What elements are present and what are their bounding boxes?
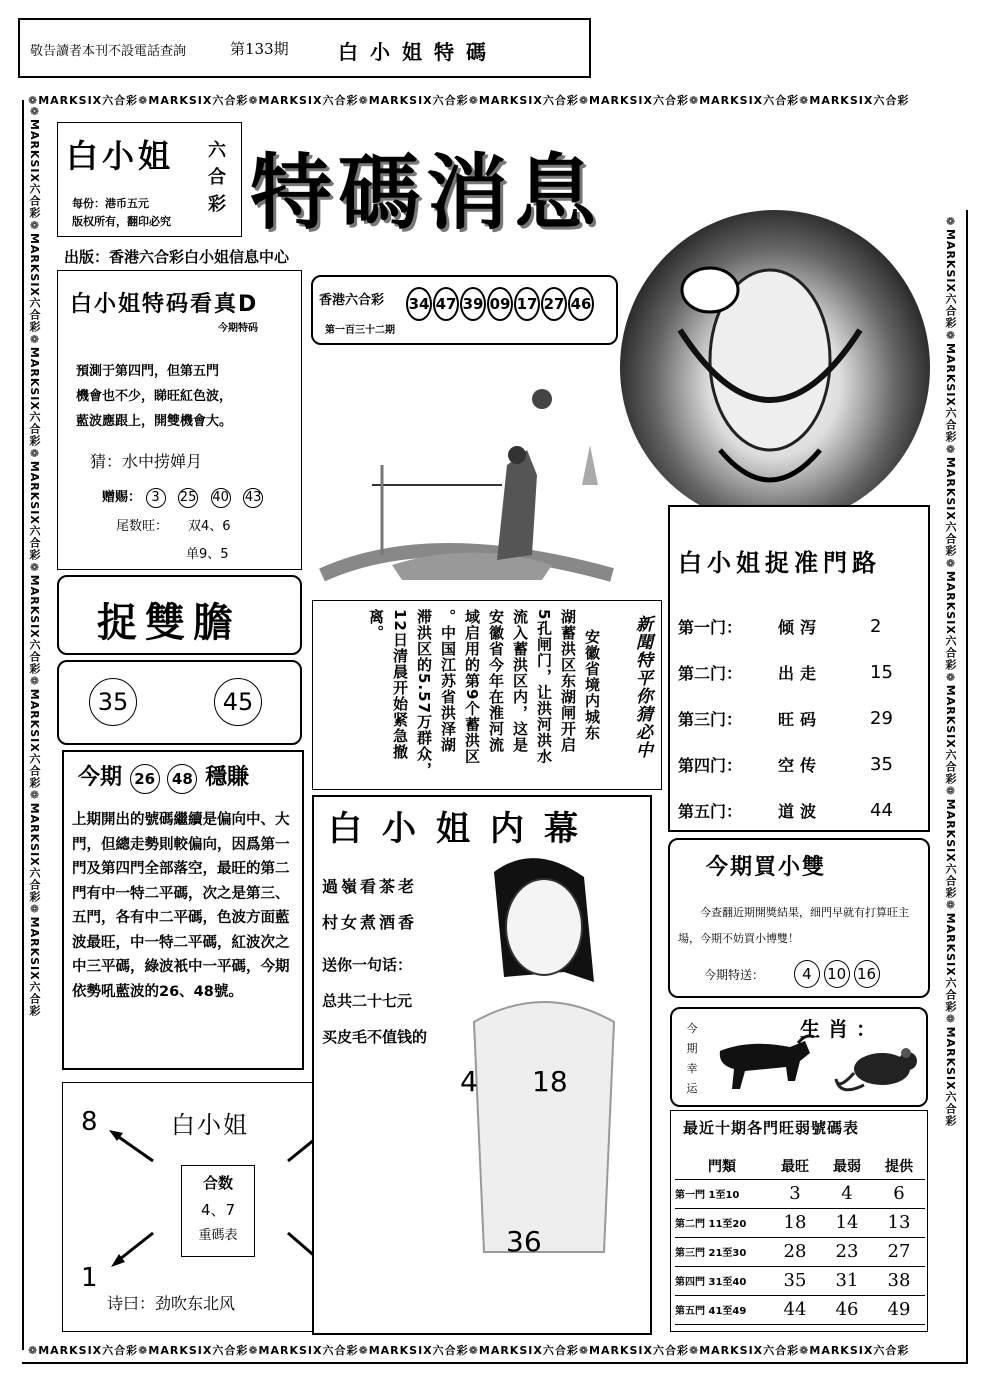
masthead-big-title: 特碼消息 (250, 146, 603, 241)
tail-line: 单9、5 (186, 547, 229, 562)
lottery-char: 六 (208, 140, 226, 161)
news-col: 安徽省今年在淮河流 (487, 609, 505, 753)
result-ball: 27 (541, 287, 567, 321)
heshu-box (181, 1165, 255, 1257)
inner-title: 白小姐内幕 (328, 809, 598, 849)
inner-poem-line: 過嶺看茶老 (322, 877, 418, 896)
lottery-char: 彩 (208, 194, 226, 215)
news-col: 。中国江苏省洪泽湖 (439, 609, 457, 753)
door-word: 道波 (778, 801, 823, 821)
current-number: 48 (167, 764, 197, 794)
news-col: 滞洪区的5.57万群众， (415, 609, 433, 779)
door-word: 倾泻 (778, 617, 823, 637)
zodiac-title: 生肖： (800, 1017, 884, 1041)
table-row (675, 1266, 925, 1295)
news-heading-char: 新 (632, 615, 652, 633)
inner-poem (322, 869, 417, 941)
current-text: 上期開出的號碼繼續是偏向中、大門，但總走勢則較偏向，因爲第一門及第四門全部落空，最旺的第二門有中一特二平碼，次之是第三、五門，各有中二平碼，色波方面藍波最旺，中一特二平碼，紅波次之中三平碼，綠波衹中一平碼，今期依勢吼藍波的26、48號。 (72, 812, 290, 1000)
table-row (675, 1208, 925, 1237)
current-header (78, 760, 249, 794)
news-col: 湖蓄洪区东湖闸开启 (559, 609, 577, 753)
door-label: 第一门： (678, 617, 743, 637)
compass-title: 白小姐 (171, 1111, 249, 1139)
news-heading (631, 615, 653, 785)
news-heading-char: 特 (632, 651, 652, 669)
table-header-row (675, 1153, 925, 1179)
header-cell: 最旺 (781, 1158, 809, 1175)
result-ball: 46 (568, 287, 594, 321)
buy-small-send (704, 960, 880, 988)
double-number: 45 (214, 678, 262, 726)
buy-small-box (668, 838, 930, 998)
result-ball: 09 (487, 287, 513, 321)
buy-small-number: 4 (794, 960, 820, 988)
results-period: 第一百三十二期 (325, 325, 395, 336)
table-row (675, 1295, 925, 1324)
door-num: 35 (870, 753, 893, 775)
inner-num: 4 (460, 1065, 478, 1098)
table-cell: 3 (789, 1183, 801, 1204)
header-cell: 最弱 (833, 1158, 861, 1175)
table-cell: 27 (887, 1241, 911, 1262)
current-number: 26 (130, 764, 160, 794)
door-num: 15 (870, 661, 893, 683)
news-col: 离。 (367, 609, 385, 641)
bottom-strip: ❁MARKSIX六合彩❁MARKSIX六合彩❁MARKSIX六合彩❁MARKSIX六合彩❁MARKSIX六合彩❁MARKSIX六合彩❁MARKSIX六合彩❁MARKSIX六合彩 (28, 1344, 910, 1357)
table-cell: 13 (887, 1212, 911, 1233)
header-cell: 門類 (708, 1158, 736, 1175)
recent-table (675, 1153, 925, 1325)
news-heading-char: 中 (632, 741, 652, 759)
buy-small-text: 今查翻近期開獎結果，细門早就有打算旺主場，今期不妨買小博雙！ (678, 906, 909, 945)
door-num: 29 (870, 707, 893, 729)
results-box (311, 275, 618, 345)
tail-line: 双4、6 (188, 519, 231, 534)
results-label: 香港六合彩 (319, 293, 385, 308)
fisherman-painting (312, 355, 632, 595)
compass-corner: 8 (81, 1107, 98, 1137)
woman-photo (620, 210, 930, 525)
inner-gift-intro: 送你一句话： (322, 956, 413, 974)
prediction-line: 預測于第四門，但第五門 (76, 364, 220, 379)
door-word: 空传 (778, 755, 823, 775)
news-box (312, 600, 662, 790)
table-cell: 35 (783, 1270, 807, 1291)
table-cell: 38 (887, 1270, 911, 1291)
news-heading-char: 平 (632, 669, 652, 687)
door-num: 44 (870, 799, 893, 821)
zodiac-lucky-char: 幸 (686, 1062, 698, 1075)
outer-frame-bottom (22, 1362, 967, 1364)
result-ball: 47 (433, 287, 459, 321)
doors-title: 白小姐捉准門路 (678, 549, 881, 577)
inner-num: 36 (506, 1225, 542, 1258)
doors-box (668, 505, 930, 832)
masthead-lottery (208, 137, 226, 218)
doors-rows (678, 603, 918, 833)
door-label: 第二门： (678, 663, 743, 683)
inner-num: 18 (532, 1065, 568, 1098)
inner-poem-line: 村女煮酒香 (322, 913, 418, 932)
table-row (675, 1237, 925, 1266)
tail-label: 尾数旺： (116, 519, 169, 534)
table-cell: 第四門 31至40 (675, 1277, 747, 1288)
double-numbers-box (57, 660, 302, 745)
double-number: 35 (89, 678, 137, 726)
result-ball: 39 (460, 287, 486, 321)
door-row (678, 695, 918, 741)
table-cell: 44 (783, 1299, 807, 1320)
table-cell: 23 (835, 1241, 859, 1262)
inner-gift-line: 总共二十七元 (322, 992, 413, 1010)
heshu-label: 合数 (202, 1174, 233, 1192)
news-heading-char: 聞 (632, 633, 652, 651)
zodiac-lucky (682, 1019, 702, 1099)
gift-row (102, 486, 263, 508)
buy-small-number: 16 (854, 960, 880, 988)
news-heading-char: 猜 (632, 705, 652, 723)
results-balls (405, 287, 594, 321)
door-word: 旺码 (778, 709, 823, 729)
table-cell: 6 (893, 1183, 905, 1204)
compass-poem: 诗曰：劲吹东北风 (107, 1294, 236, 1313)
prediction-title: 白小姐特码看真D (70, 292, 259, 317)
outer-frame-right (966, 210, 968, 1364)
double-title: 捉雙膽 (97, 600, 241, 646)
prediction-subtitle: 今期特码 (218, 323, 258, 334)
zodiac-lucky-char: 今 (686, 1022, 698, 1035)
inner-box (312, 795, 652, 1335)
table-cell: 第一門 1至10 (675, 1190, 740, 1201)
prediction-line: 機會也不少，睇旺紅色波， (76, 389, 233, 404)
door-row (678, 741, 918, 787)
table-cell: 4 (841, 1183, 853, 1204)
news-heading-char: 必 (632, 723, 652, 741)
door-row (678, 603, 918, 649)
current-suffix: 穩賺 (205, 765, 250, 790)
door-label: 第五门： (678, 801, 743, 821)
current-prefix: 今期 (78, 765, 123, 790)
prediction-riddle: 猜：水中捞婵月 (90, 452, 203, 471)
painting-illustration (312, 355, 632, 595)
table-cell: 14 (835, 1212, 859, 1233)
right-strip: ❁MARKSIX六合彩❁MARKSIX六合彩❁MARKSIX六合彩❁MARKSIX六合彩❁MARKSIX六合彩❁MARKSIX六合彩❁MARKSIX六合彩❁MARKSIX六合彩 (944, 215, 957, 1127)
prediction-text (76, 359, 232, 434)
gift-number: 43 (243, 488, 263, 508)
gift-label: 赠赐： (102, 490, 142, 505)
header-bar (18, 18, 591, 78)
zodiac-lucky-char: 运 (686, 1082, 698, 1095)
compass-corner: 1 (81, 1263, 98, 1293)
inner-gift (322, 947, 427, 1055)
news-col: 域启用的第9个蓄洪区 (463, 609, 481, 765)
inner-woman-photo (434, 852, 634, 1272)
door-word: 出走 (778, 663, 823, 683)
news-col: 5孔闸门，让洪河洪水 (535, 609, 553, 765)
door-row (678, 649, 918, 695)
heshu-value: 4、7 (200, 1201, 236, 1219)
recent-box (670, 1110, 928, 1332)
masthead-copyright: 版权所有，翻印必究 (72, 215, 171, 228)
table-cell: 46 (835, 1299, 859, 1320)
left-strip: ❁MARKSIX六合彩❁MARKSIX六合彩❁MARKSIX六合彩❁MARKSIX六合彩❁MARKSIX六合彩❁MARKSIX六合彩❁MARKSIX六合彩❁MARKSIX六合彩 (28, 105, 41, 1017)
gift-number: 25 (178, 488, 198, 508)
outer-frame (22, 100, 24, 1350)
current-box (62, 750, 304, 1070)
inner-gift-line: 买皮毛不值钱的 (322, 1028, 428, 1046)
masthead-publisher: 出版：香港六合彩白小姐信息中心 (64, 248, 290, 266)
result-ball: 34 (406, 287, 432, 321)
lottery-char: 合 (208, 167, 226, 188)
door-label: 第三门： (678, 709, 743, 729)
table-cell: 18 (783, 1212, 807, 1233)
table-cell: 31 (835, 1270, 859, 1291)
woman-figure (620, 210, 930, 525)
top-strip: ❁MARKSIX六合彩❁MARKSIX六合彩❁MARKSIX六合彩❁MARKSIX六合彩❁MARKSIX六合彩❁MARKSIX六合彩❁MARKSIX六合彩❁MARKSIX六合彩 (28, 94, 910, 107)
recent-title: 最近十期各門旺弱號碼表 (683, 1119, 860, 1137)
news-col: 12日清晨开始紧急撤 (391, 609, 409, 760)
masthead-brand: 白小姐 (66, 137, 175, 175)
zodiac-box (670, 1007, 928, 1107)
news-heading-char: 你 (632, 687, 652, 705)
header-cell: 提供 (885, 1158, 913, 1175)
buy-small-number: 10 (824, 960, 850, 988)
gift-number: 40 (211, 488, 231, 508)
header-notice: 敬告讀者本刊不設電話查詢 (30, 44, 187, 59)
door-row (678, 787, 918, 833)
gift-number: 3 (146, 488, 166, 508)
table-cell: 第三門 21至30 (675, 1248, 747, 1259)
buy-small-send-label: 今期特送： (704, 968, 765, 982)
ox-icon (710, 1031, 820, 1101)
table-cell: 28 (783, 1241, 807, 1262)
table-cell: 第二門 11至20 (675, 1219, 747, 1230)
masthead-box (57, 122, 242, 237)
double-title-box (57, 575, 302, 655)
heshu-table-label: 重碼表 (198, 1228, 238, 1243)
header-issue: 第133期 (230, 40, 289, 58)
news-col: 安徽省境内城东 (583, 629, 601, 741)
door-label: 第四门： (678, 755, 743, 775)
news-col: 流入蓄洪区内，这是 (511, 609, 529, 753)
door-num: 2 (870, 615, 882, 637)
rat-icon (834, 1041, 924, 1101)
buy-small-title: 今期買小雙 (706, 855, 827, 880)
table-cell: 第五門 41至49 (675, 1306, 747, 1317)
header-title: 白小姐特碼 (338, 40, 498, 64)
prediction-box (57, 270, 302, 570)
prediction-line: 藍波應跟上，開雙機會大。 (76, 414, 233, 429)
table-row (675, 1179, 925, 1208)
zodiac-lucky-char: 期 (686, 1042, 698, 1055)
result-ball: 17 (514, 287, 540, 321)
table-cell: 49 (887, 1299, 911, 1320)
masthead-price: 每份：港币五元 (72, 197, 149, 210)
